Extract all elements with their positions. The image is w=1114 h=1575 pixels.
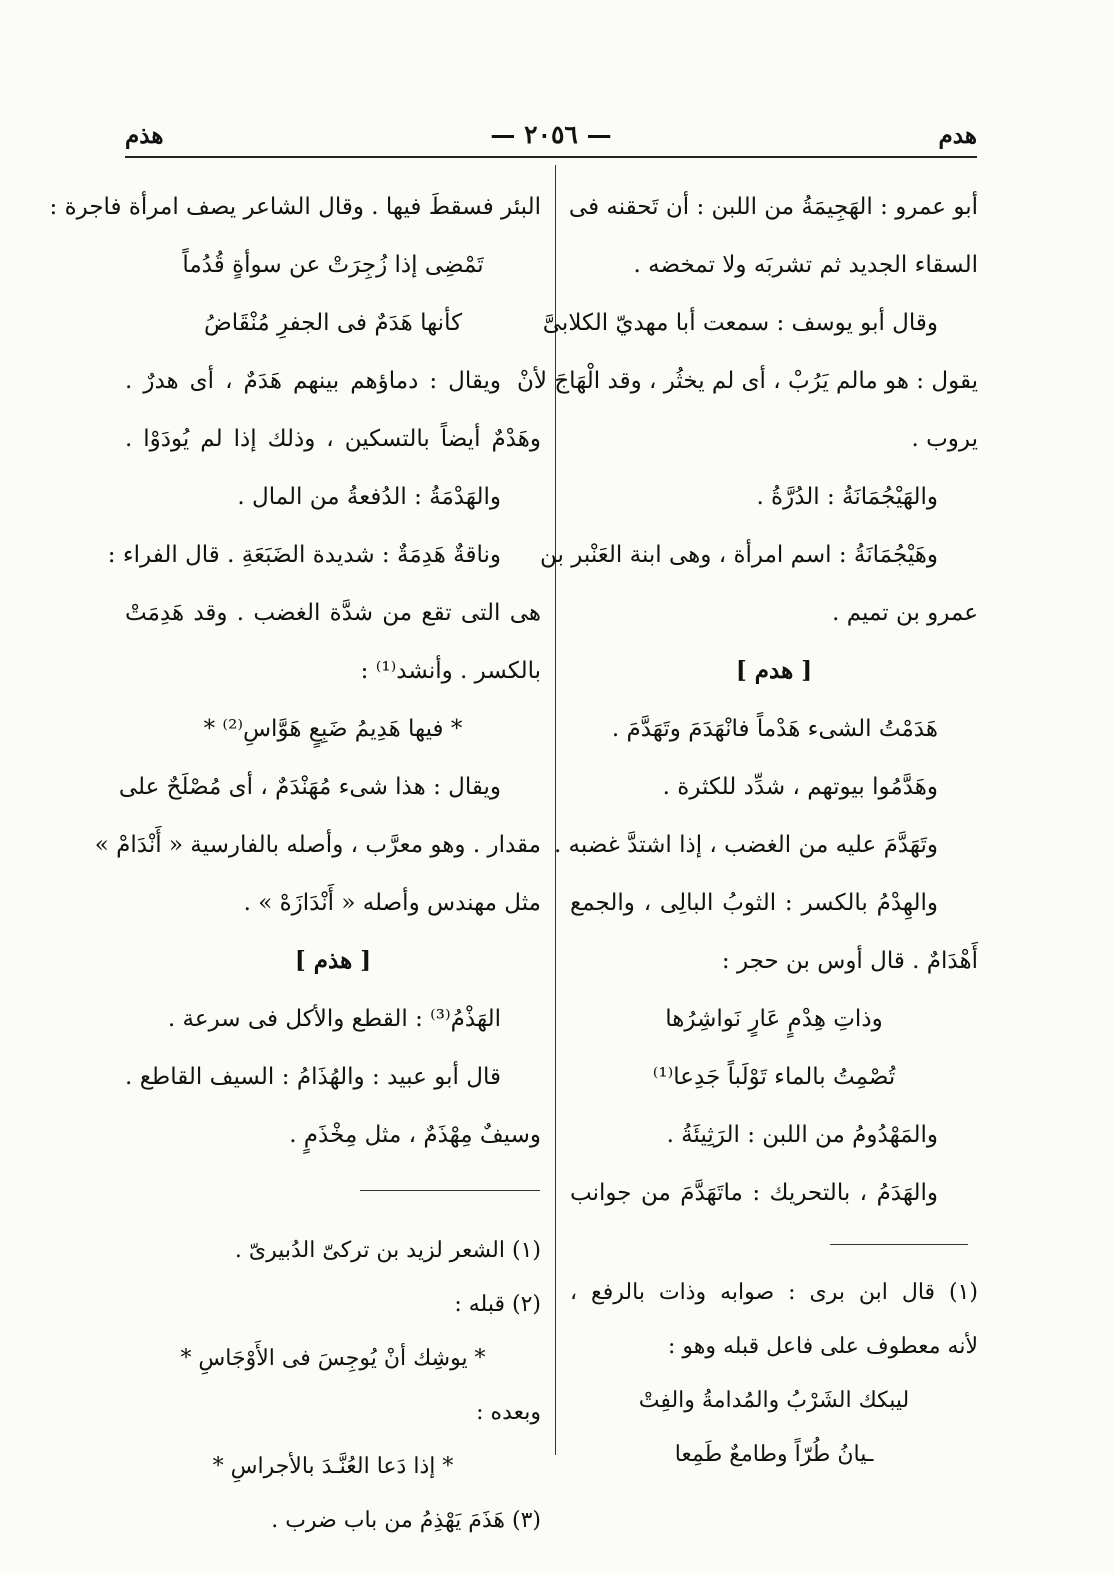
footnote-verse: * يوشِك أنْ يُوجِسَ فى الأَوْجَاسِ * — [180, 1346, 486, 1371]
text-line: قال أبو عبيد : والهُذَامُ : السيف القاطع . — [125, 1064, 501, 1090]
footnote-separator-area — [570, 1222, 978, 1266]
footnote-verse: ليبكك الشَرْبُ والمُدامةُ والفِتْ — [638, 1388, 910, 1413]
page-header — [125, 118, 977, 154]
entry-heading: [ هدم ] — [735, 657, 813, 684]
footnote-line: (١) قال ابن برى : صوابه وذات بالرفع ، — [570, 1280, 978, 1305]
text-line: وناقةٌ هَدِمَةٌ : شديدة الضَبَعَةِ . قال الفراء : — [107, 542, 501, 568]
entry-heading: [ هذم ] — [294, 947, 372, 974]
header-rule — [125, 156, 977, 158]
text-line: والهِدْمُ بالكسر : الثوبُ البالِى ، والجمع — [570, 890, 938, 916]
footnote-verse: ـيانُ طُرّاً وطامعٌ طَمِعا — [674, 1442, 874, 1467]
text-line: والهَدَمُ ، بالتحريك : ماتَهَدَّمَ من جوانب — [570, 1180, 938, 1206]
text-line: ويقال : هذا شىء مُهَنْدَمٌ ، أى مُصْلَحٌ على — [118, 774, 501, 800]
footnote-line: وبعده : — [476, 1400, 541, 1425]
text-line: عمرو بن تميم . — [832, 600, 978, 626]
text-line: أبو عمرو : الهَجِيمَةُ من اللبن : أن تَحقنه فى — [568, 194, 978, 220]
verse-line: وذاتِ هِدْمٍ عَارٍ نَواشِرُها — [665, 1006, 883, 1032]
text-line: والهَيْجُمَانَةُ : الدُرَّةُ . — [756, 484, 938, 510]
header-left-word: هذم — [125, 122, 164, 149]
header-right-word: هدم — [938, 122, 977, 149]
footnote-separator-area — [125, 1164, 541, 1224]
verse-line: كأنها هَدَمٌ فى الجفرِ مُنْقَاضُ — [203, 310, 463, 336]
left-column — [49, 178, 541, 1548]
text-line: وتَهَدَّمَ عليه من الغضب ، إذا اشتدَّ غضبه . — [553, 832, 938, 858]
text-line: ويقال : دماؤهم بينهم هَدَمٌ ، أى هدرٌ . — [125, 368, 501, 394]
text-line: السقاء الجديد ثم تشربَه ولا تمخضه . — [633, 252, 978, 278]
text-line: والمَهْدُومُ من اللبن : الرَثِيئَةُ . — [666, 1122, 938, 1148]
verse-line: تُصْمِتُ بالماء تَوْلَباً جَدِعا⁽¹⁾ — [652, 1064, 896, 1090]
text-line: وقال أبو يوسف : سمعت أبا مهديّ الكلابىَّ — [542, 310, 938, 336]
text-line: مثل مهندس وأصله « أَنْدَازَهْ » . — [243, 890, 541, 916]
verse-line: * فيها هَدِيمُ ضَبِعٍ هَوَّاسِ⁽²⁾ * — [203, 716, 463, 742]
text-line: وهَيْجُمَانَةُ : اسم امرأة ، وهى ابنة العَنْبر بن — [540, 542, 938, 568]
footnote-line: (٢) قبله : — [454, 1292, 541, 1317]
text-line: وهَدَّمُوا بيوتهم ، شدِّد للكثرة . — [662, 774, 938, 800]
text-line: هَدَمْتُ الشىء هَدْماً فانْهَدَمَ وتَهَدَّمَ . — [611, 716, 938, 742]
text-line: يروب . — [911, 426, 978, 452]
footnote-line: (٣) هَذَمَ يَهْذِمُ من باب ضرب . — [271, 1508, 541, 1533]
footnote-rule — [830, 1244, 968, 1245]
footnote-rule — [360, 1190, 540, 1191]
footnote-verse: * إذا دَعا العُنَّـدَ بالأجراسِ * — [212, 1454, 454, 1479]
text-line: الهَذْمُ⁽³⁾ : القطع والأكل فى سرعة . — [167, 1006, 501, 1032]
text-line: والهَدْمَةُ : الدُفعةُ من المال . — [237, 484, 501, 510]
text-line: بالكسر . وأنشد⁽¹⁾ : — [360, 658, 541, 684]
right-column — [517, 178, 978, 1482]
text-line: وسيفٌ مِهْذَمٌ ، مثل مِخْذَمٍ . — [289, 1122, 541, 1148]
footnote-line: (١) الشعر لزيد بن تركىّ الدُبيرىّ . — [234, 1238, 541, 1263]
text-line: أَهْدَامٌ . قال أوس بن حجر : — [721, 948, 978, 974]
text-line: وهَدْمٌ أيضاً بالتسكين ، وذلك إذا لم يُودَوْا . — [125, 426, 541, 452]
text-line: البئر فسقطَ فيها . وقال الشاعر يصف امرأة فاجرة : — [49, 194, 541, 220]
page-number: — ٢٠٥٦ — — [490, 120, 612, 149]
text-line: هى التى تقع من شدَّة الغضب . وقد هَدِمَتْ — [125, 600, 541, 626]
text-line: مقدار . وهو معرَّب ، وأصله بالفارسية « أَنْدَامْ » — [94, 832, 541, 858]
verse-line: تَمْضِى إذا زُجِرَتْ عن سوأةٍ قُدُماً — [182, 252, 484, 278]
text-line: يقول : هو مالم يَرُبْ ، أى لم يخثُر ، وقد الْهَاجَ لأنْ — [517, 368, 978, 394]
footnote-line: لأنه معطوف على فاعل قبله وهو : — [667, 1334, 978, 1359]
